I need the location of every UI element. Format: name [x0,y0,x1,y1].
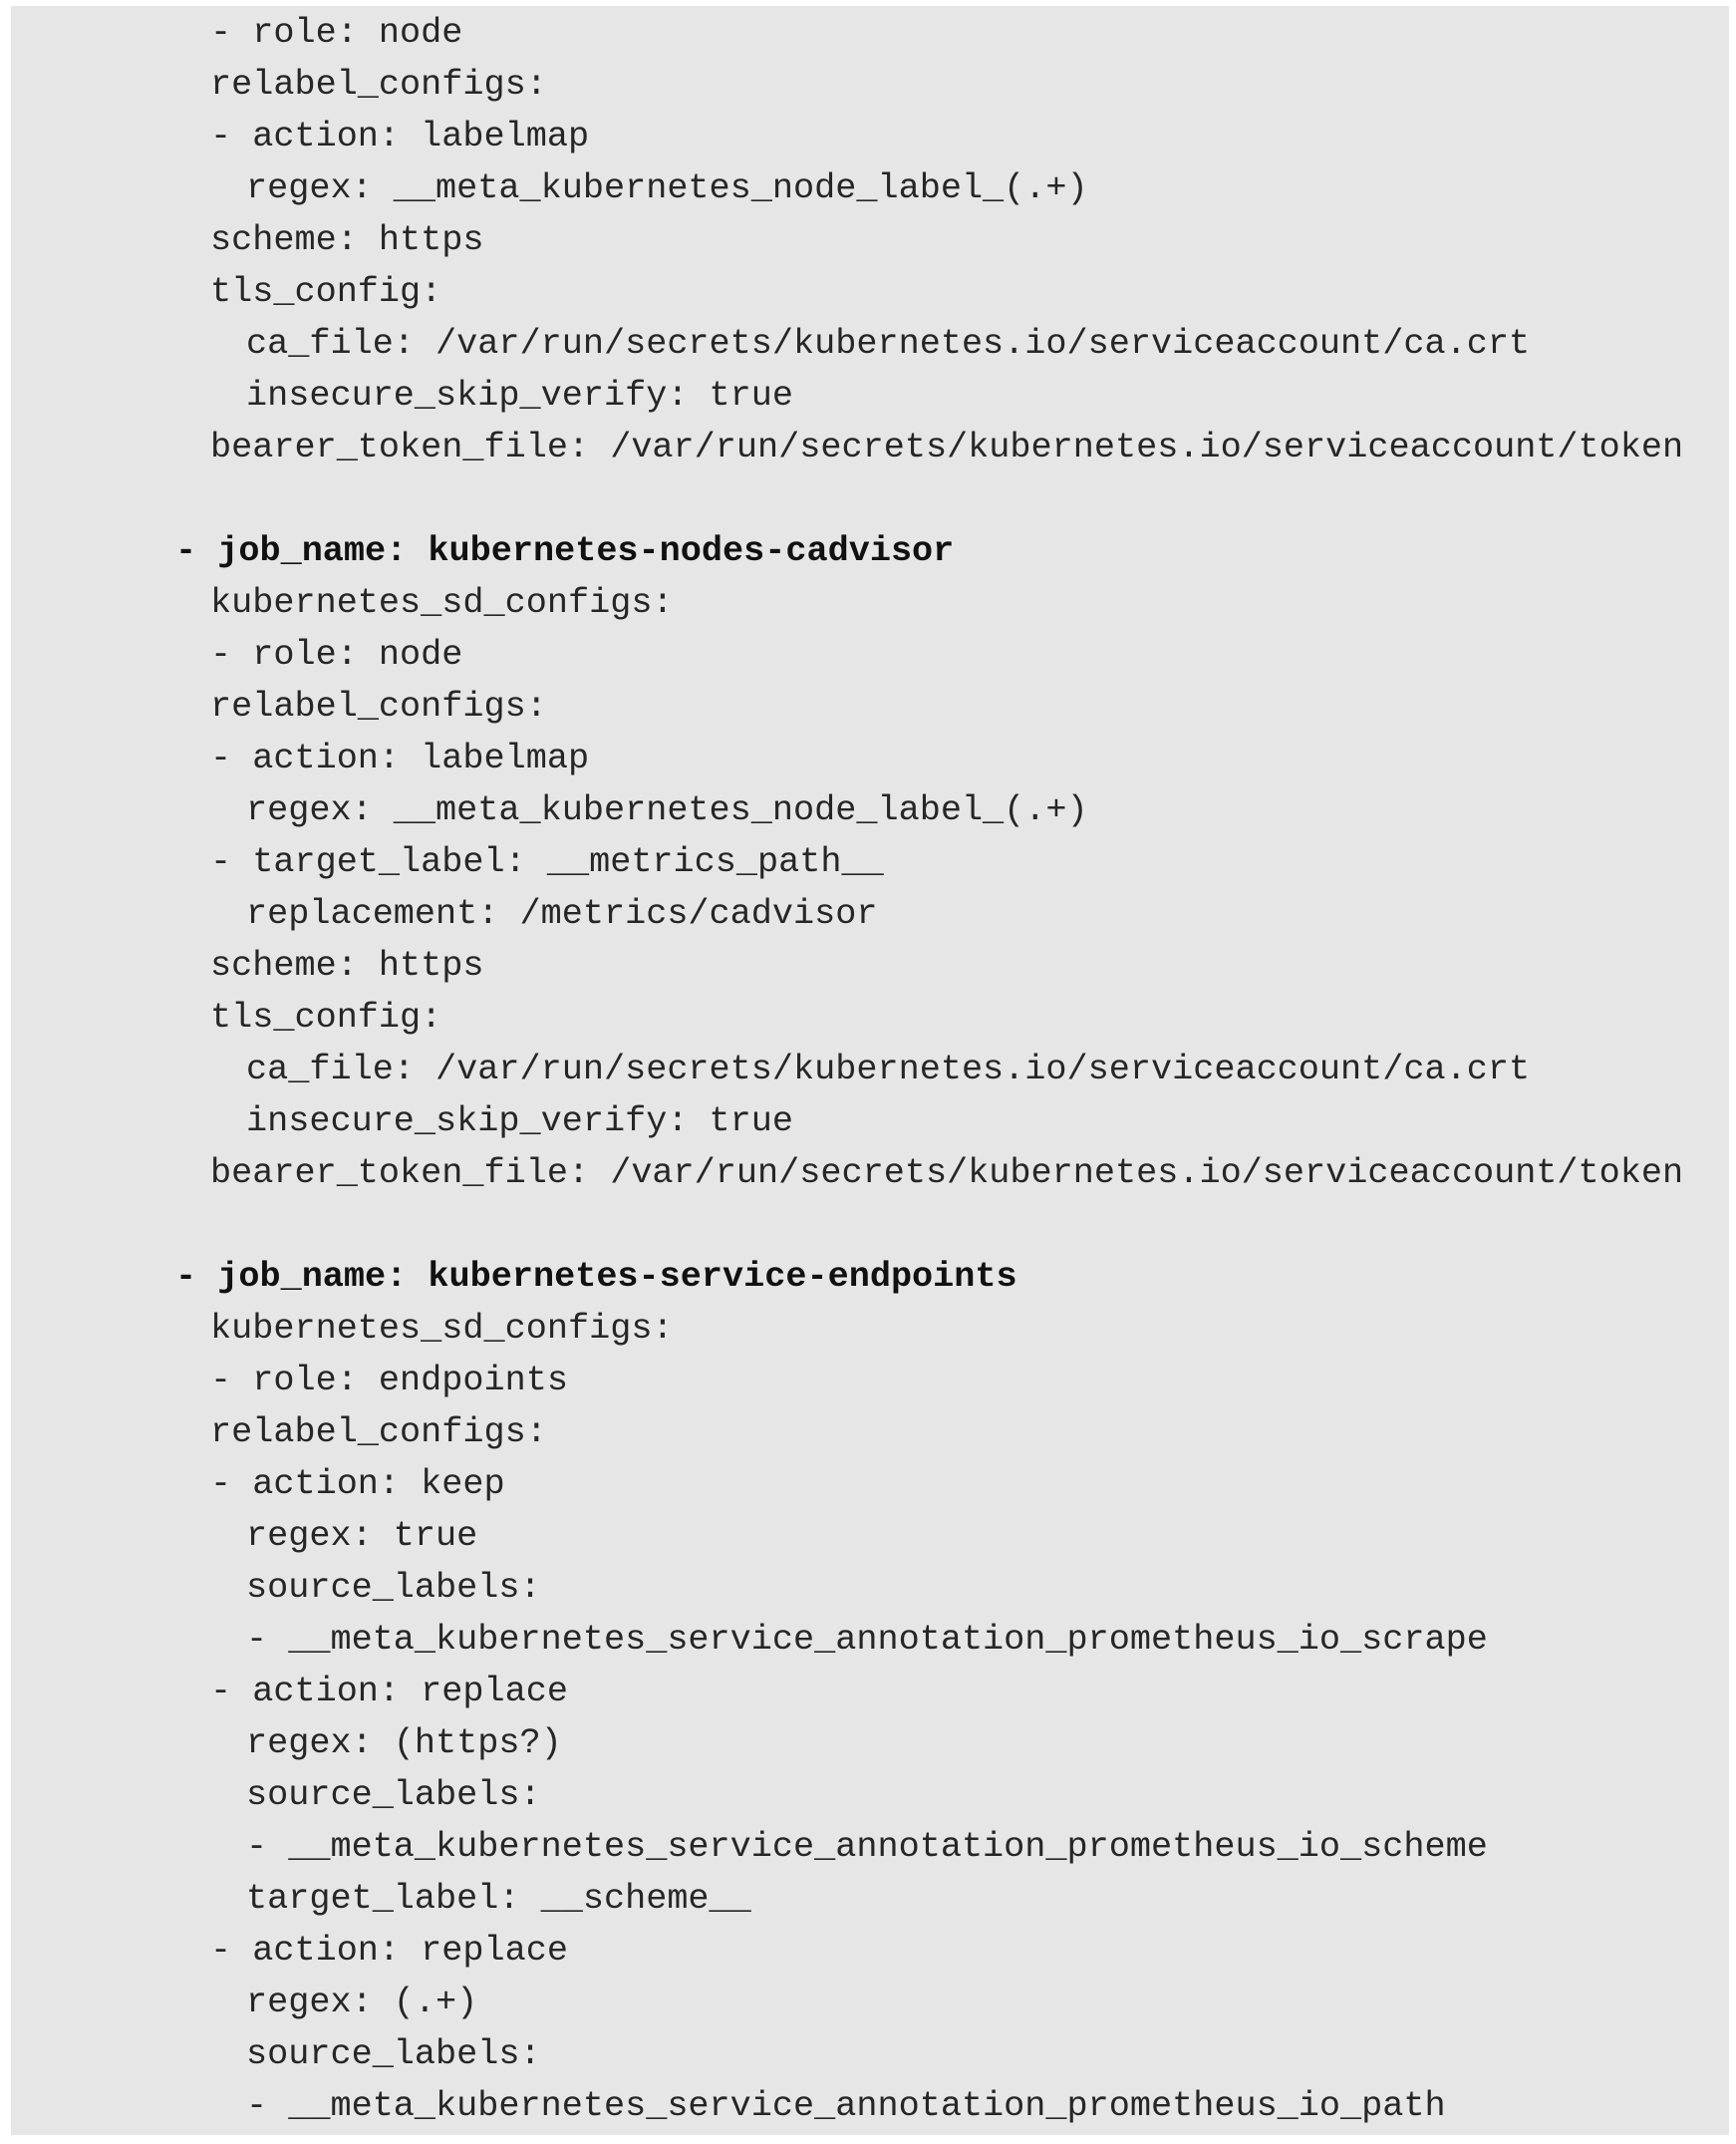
code-line: regex: __meta_kubernetes_node_label_(.+) [246,168,1088,208]
code-line: ca_file: /var/run/secrets/kubernetes.io/serviceaccount/ca.crt [246,1050,1531,1089]
job-name-line: - job_name: kubernetes-service-endpoints [175,1257,1017,1297]
code-line: regex: true [246,1516,478,1556]
code-line: - target_label: __metrics_path__ [210,842,884,882]
code-line: kubernetes_sd_configs: [210,1309,674,1349]
code-block [11,6,1729,2135]
code-line: tls_config: [210,272,442,312]
code-line: - action: replace [210,1672,568,1711]
code-line: kubernetes_sd_configs: [210,583,674,623]
code-line: insecure_skip_verify: true [246,1101,794,1141]
code-line: regex: (.+) [246,1983,478,2022]
code-line: relabel_configs: [210,65,547,105]
code-line: relabel_configs: [210,687,547,727]
code-line: - action: keep [210,1464,505,1504]
code-line: scheme: https [210,946,484,986]
code-line: relabel_configs: [210,1412,547,1452]
job-name-line: - job_name: kubernetes-nodes-cadvisor [175,531,955,571]
code-line: target_label: __scheme__ [246,1879,751,1919]
code-line: source_labels: [246,1568,541,1608]
code-line: source_labels: [246,2034,541,2074]
code-line: - __meta_kubernetes_service_annotation_prometheus_io_scheme [246,1827,1488,1867]
code-line: - role: node [210,635,463,675]
code-line: ca_file: /var/run/secrets/kubernetes.io/serviceaccount/ca.crt [246,324,1531,364]
code-line: - action: replace [210,1931,568,1971]
code-line: bearer_token_file: /var/run/secrets/kubernetes.io/serviceaccount/token [210,428,1684,467]
code-line: - role: node [210,13,463,53]
code-line: regex: (https?) [246,1723,562,1763]
code-line: tls_config: [210,998,442,1038]
code-line: scheme: https [210,220,484,260]
code-line: insecure_skip_verify: true [246,376,794,416]
code-line: - role: endpoints [210,1361,568,1400]
code-line: - action: labelmap [210,739,590,778]
code-line: bearer_token_file: /var/run/secrets/kubernetes.io/serviceaccount/token [210,1153,1684,1193]
code-line: replacement: /metrics/cadvisor [246,894,878,934]
code-line: regex: __meta_kubernetes_node_label_(.+) [246,790,1088,830]
code-line: source_labels: [246,1775,541,1815]
code-line: - __meta_kubernetes_service_annotation_prometheus_io_scrape [246,1620,1488,1660]
code-line: - action: labelmap [210,117,590,156]
code-line: - __meta_kubernetes_service_annotation_prometheus_io_path [246,2086,1446,2126]
